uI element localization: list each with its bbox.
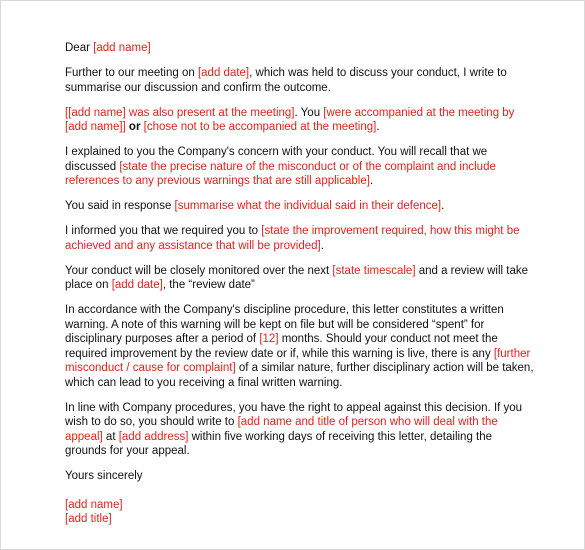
- text: . You: [294, 106, 324, 119]
- text: In line with Company procedures, you have the right to appeal against this decision. If you wish to do so, you should write to: [65, 401, 523, 428]
- text: I explained to you the Company's concern with your conduct. You will recall that we discussed: [65, 146, 488, 173]
- text: In accordance with the Company's discipline procedure, this letter constitutes a written warning. A note of this warning will be kept on file but will be considered “spent” for disciplinary purposes after a period of: [65, 304, 504, 345]
- greeting: [65, 41, 535, 56]
- placeholder-date: [add date]: [197, 67, 250, 79]
- placeholder-accompanied: [were accompanied at the meeting by [add name]]: [65, 106, 515, 133]
- placeholder-attendee: [[add name] was also present at the meeting]: [65, 106, 295, 119]
- placeholder-address: [add address]: [118, 430, 189, 443]
- text: , which was held to discuss your conduct, I write to summarise our discussion and confirm the outcome.: [65, 67, 507, 94]
- greeting-text: Dear: [65, 42, 94, 54]
- paragraph-response: [65, 199, 535, 214]
- placeholder-review-date: [add date]: [111, 279, 163, 291]
- placeholder-misconduct-nature: [state the precise nature of the misconduct or of the complaint and include references to any previous warnings that are still applicable]: [65, 160, 496, 187]
- text: months. Should your conduct not meet the required improvement by the review date or if, while this warning is live, there is any: [65, 333, 498, 360]
- placeholder-not-accompanied: [chose not to be accompanied at the meeting]: [143, 121, 377, 133]
- signature-block: [65, 498, 535, 527]
- letter-body: [65, 41, 535, 527]
- closing: Yours sincerely: [65, 470, 143, 482]
- text: .: [369, 175, 374, 187]
- paragraph-appeal: [65, 401, 535, 459]
- paragraph-concern: [65, 145, 535, 189]
- placeholder-improvement: [state the improvement required, how this might be achieved and any assistance that will be provided]: [65, 225, 520, 252]
- placeholder-timescale: [state timescale]: [332, 264, 416, 277]
- placeholder-months: [12]: [259, 333, 279, 345]
- placeholder-name: [add name]: [93, 42, 151, 54]
- paragraph-monitoring: [65, 264, 535, 293]
- paragraph-meeting: [65, 66, 535, 95]
- text: Further to our meeting on: [65, 67, 198, 79]
- text: , the “review date”: [162, 279, 255, 291]
- text: within five working days of receiving this letter, detailing the grounds for your appeal.: [65, 430, 493, 457]
- text: .: [376, 121, 380, 133]
- text: and a review will take place on: [65, 264, 529, 291]
- text: I informed you that we required you to: [65, 225, 262, 237]
- text: of a similar nature, further disciplinary action will be taken, which can lead to you receiving a final written warning.: [65, 362, 534, 389]
- text: .: [320, 239, 324, 252]
- text: You said in response: [65, 200, 175, 212]
- placeholder-signature-title: [add title]: [65, 513, 112, 525]
- paragraph-improvement: [65, 224, 535, 253]
- paragraph-warning: [65, 303, 535, 390]
- or-text: or: [125, 121, 144, 133]
- text: .: [441, 200, 445, 212]
- paragraph-attendance: [65, 106, 535, 135]
- placeholder-appeal-person: [add name and title of person who will deal with the appeal]: [65, 416, 498, 443]
- text: Your conduct will be closely monitored over the next: [65, 264, 333, 277]
- placeholder-defence: [summarise what the individual said in their defence]: [174, 200, 442, 212]
- placeholder-further-misconduct: [further misconduct / cause for complaint]: [65, 347, 531, 374]
- placeholder-signature-name: [add name]: [65, 498, 123, 511]
- text: at: [102, 430, 119, 443]
